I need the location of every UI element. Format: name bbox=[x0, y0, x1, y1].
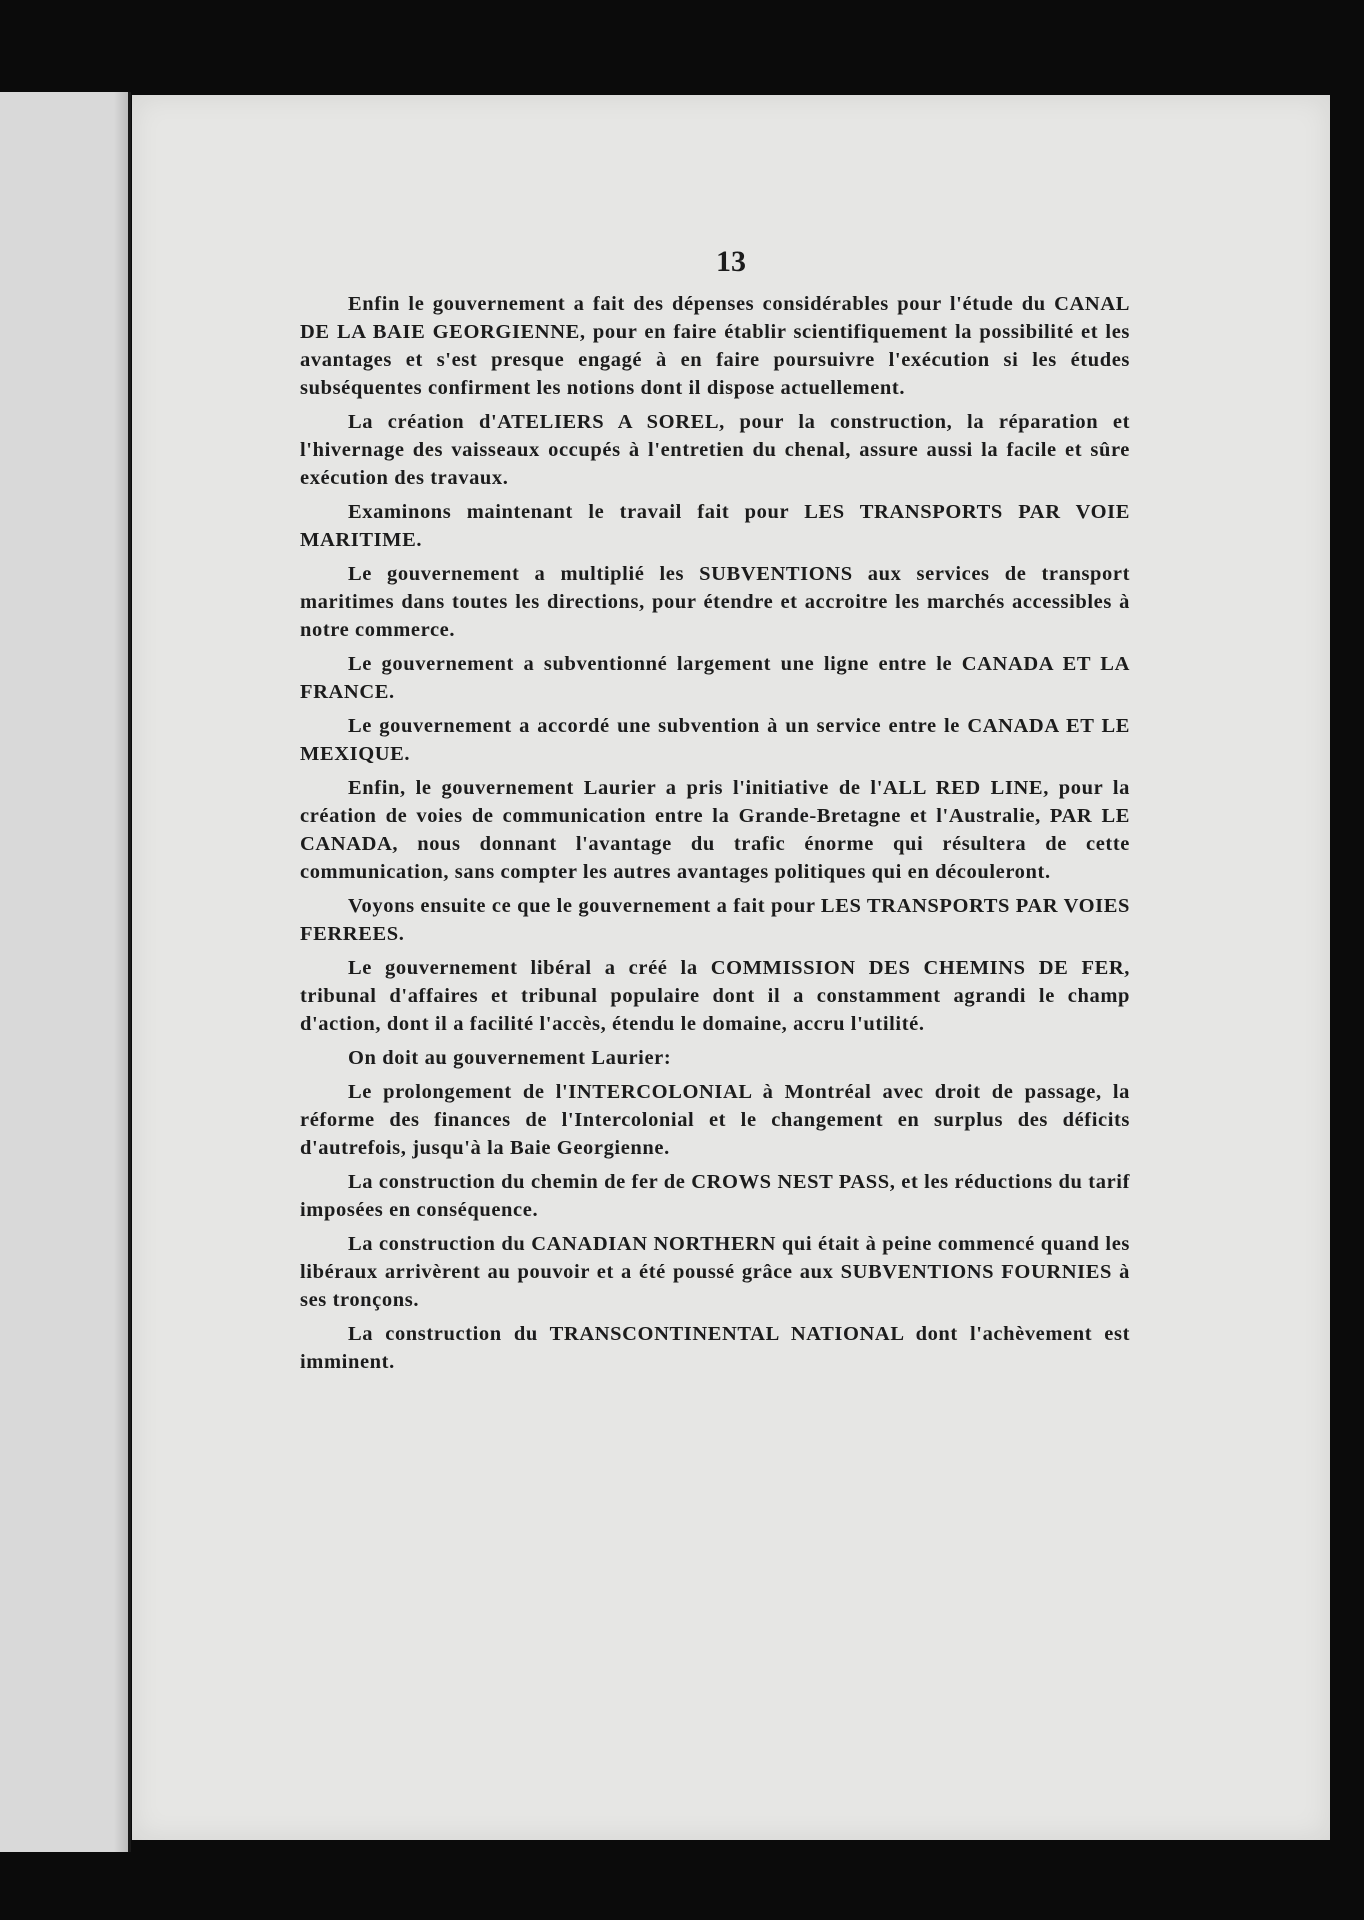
paragraph-canada-france: Le gouvernement a subventionné largement une ligne entre le CANADA ET LA FRANCE. bbox=[300, 653, 1130, 703]
paragraph-on-doit: On doit au gouvernement Laurier: bbox=[348, 1047, 672, 1069]
paragraph-transports-maritime: Examinons maintenant le travail fait pour LES TRANSPORTS PAR VOIE MARITIME. bbox=[300, 501, 1130, 551]
paragraph-canal-baie-georgienne: Enfin le gouvernement a fait des dépenses considérables pour l'étude du CANAL DE LA BAIE GEORGIENNE, pour en faire établir scientifiquement la possibilité et les avantages et s'est presque engagé à en faire poursuivre l'exécution si les études subséquentes confirment les notions dont il dispose actuellement. bbox=[300, 293, 1130, 399]
document-page bbox=[132, 95, 1330, 1840]
paragraph-all-red-line: Enfin, le gouvernement Laurier a pris l'initiative de l'ALL RED LINE, pour la création de voies de communication entre la Grande-Bretagne et l'Australie, PAR LE CANADA, nous donnant l'avantage du trafic énorme qui résultera de cette communication, sans compter les autres avantages politiques qui en découleront. bbox=[300, 777, 1130, 883]
paragraph-transcontinental: La construction du TRANSCONTINENTAL NATIONAL dont l'achèvement est imminent. bbox=[300, 1323, 1130, 1373]
paragraph-commission-chemins-de-fer: Le gouvernement libéral a créé la COMMISSION DES CHEMINS DE FER, tribunal d'affaires et tribunal populaire dont il a constamment agrandi le champ d'action, dont il a facilité l'accès, étendu le domaine, accru l'utilité. bbox=[300, 957, 1130, 1035]
paragraph-voies-ferrees: Voyons ensuite ce que le gouvernement a fait pour LES TRANSPORTS PAR VOIES FERREES. bbox=[300, 895, 1130, 945]
page-number: 13 bbox=[716, 245, 746, 278]
paragraph-subventions: Le gouvernement a multiplié les SUBVENTIONS aux services de transport maritimes dans toutes les directions, pour étendre et accroitre les marchés accessibles à notre commerce. bbox=[300, 563, 1130, 641]
page-gutter-shadow bbox=[114, 92, 128, 1852]
paragraph-intercolonial: Le prolongement de l'INTERCOLONIAL à Montréal avec droit de passage, la réforme des finances de l'Intercolonial et le changement en surplus des déficits d'autrefois, jusqu'à la Baie Georgienne. bbox=[300, 1081, 1130, 1159]
paragraph-crows-nest-pass: La construction du chemin de fer de CROWS NEST PASS, et les réductions du tarif imposées en conséquence. bbox=[300, 1171, 1130, 1221]
paragraph-canada-mexique: Le gouvernement a accordé une subvention à un service entre le CANADA ET LE MEXIQUE. bbox=[300, 715, 1130, 765]
body-text bbox=[300, 290, 1130, 1382]
paragraph-canadian-northern: La construction du CANADIAN NORTHERN qui était à peine commencé quand les libéraux arrivèrent au pouvoir et a été poussé grâce aux SUBVENTIONS FOURNIES à ses tronçons. bbox=[300, 1233, 1130, 1311]
paragraph-ateliers-sorel: La création d'ATELIERS A SOREL, pour la construction, la réparation et l'hivernage des vaisseaux occupés à l'entretien du chenal, assure aussi la facile et sûre exécution des travaux. bbox=[300, 411, 1130, 489]
left-page-edge bbox=[0, 92, 131, 1852]
